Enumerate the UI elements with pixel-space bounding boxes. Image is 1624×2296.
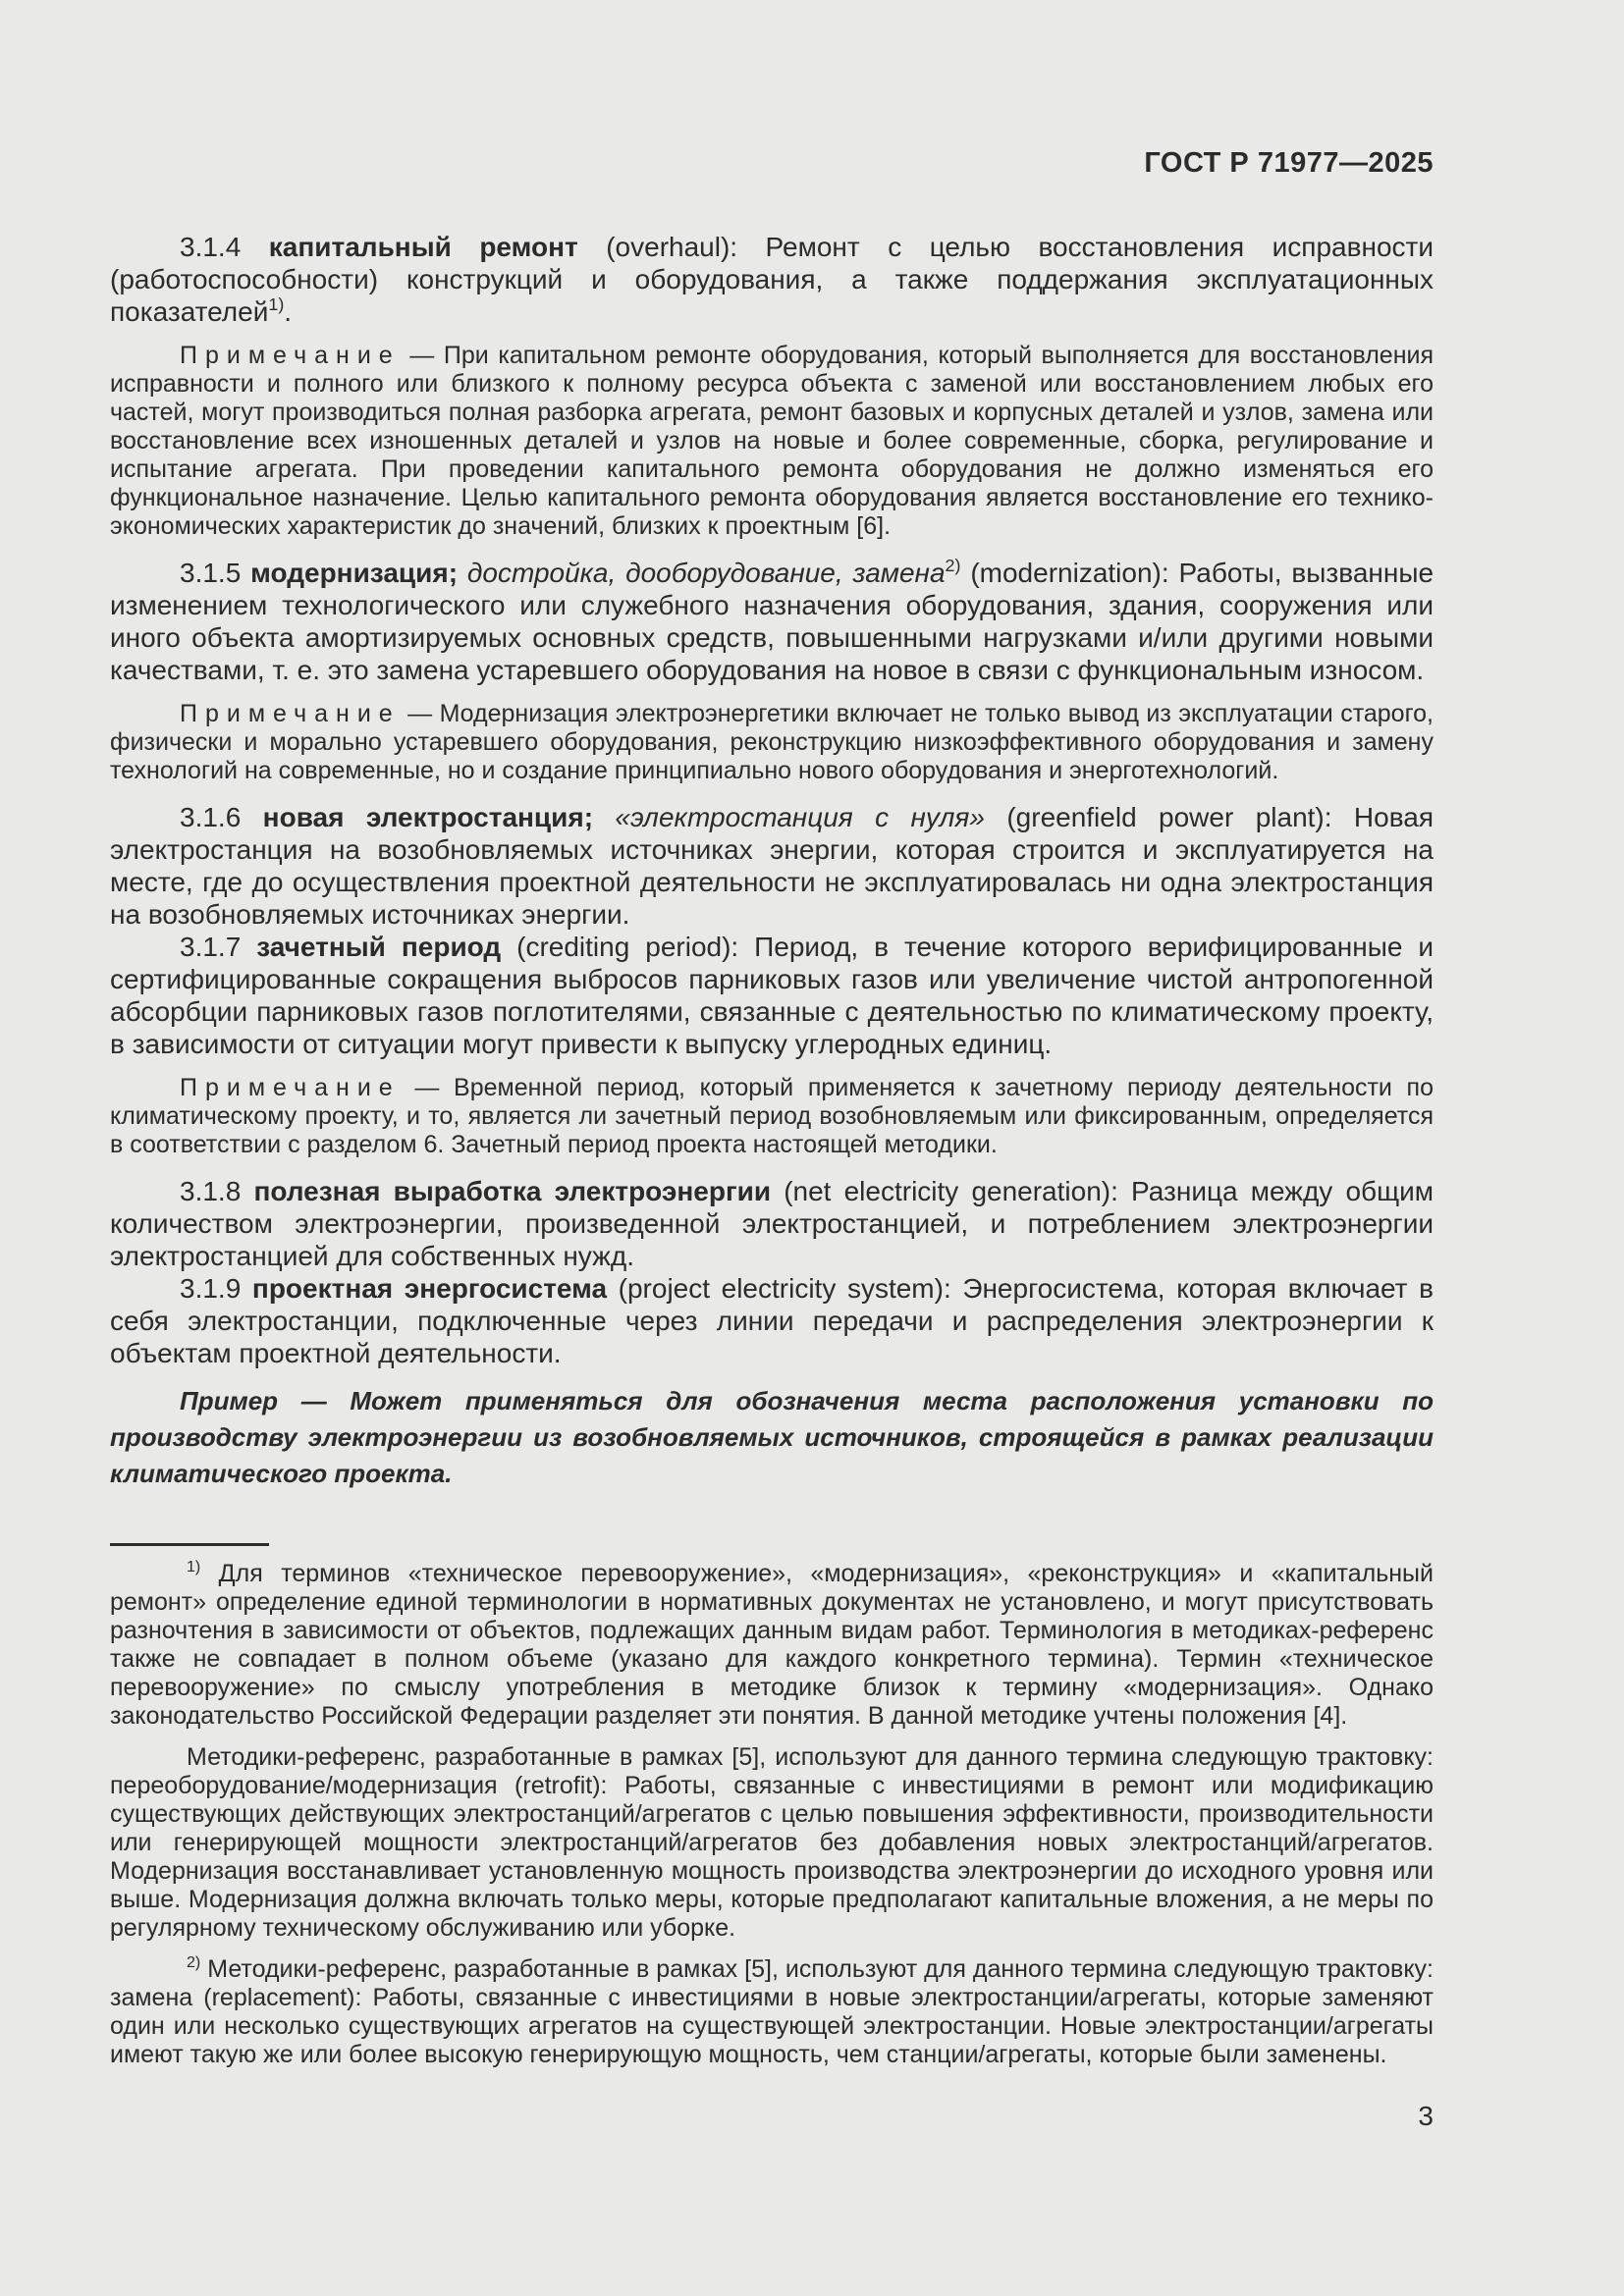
footnote-marker-2: 2) [187,1953,201,1971]
note-text: — Модернизация электроэнергетики включает не только вывод из эксплуатации старого, физически и морально устаревшего оборудования, реконструкцию низкоэффективного оборудования и замену технологий на современные, но и создание принципиально нового оборудования и энерготехнологий. [110,700,1434,784]
note-label: Примечание [180,1074,401,1101]
term-title: проектная энергосистема [251,1273,619,1304]
footnote-text: Методики-референс, разработанные в рамках [5], используют для данного термина следующую трактовку: переоборудование/модернизация (retrofit): Работы, связанные с инвестициями в ремонт или модификацию существующих действующих электростанций/агрегатов с целью повышения эффективности, производительности или генерирующей мощности электростанций/агрегатов без добавления новых электростанций/агрегатов. Модернизация восстанавливает установленную мощность производства электроэнергии до исходного уровня или выше. Модернизация должна включать только меры, которые предполагают капитальные вложения, а не меры по регулярному техническому обслуживанию или уборке. [110,1743,1434,1942]
term-title: новая электростанция; [262,802,616,832]
example-paragraph [110,1383,1434,1492]
note-text: — При капитальном ремонте оборудования, который выполняется для восстановления исправности и полного или близкого к полному ресурса объекта с заменой или восстановлением любых его частей, могут производиться полная разборка агрегата, ремонт базовых и корпусных деталей и узлов, замена или восстановление всех изношенных деталей и узлов на новые и более современные, сборка, регулирование и испытание агрегата. При проведении капитального ремонта оборудования не должно изменяться его функциональное назначение. Целью капитального ремонта оборудования является восстановление его технико-экономических характеристик до значений, близких к проектным [6]. [110,342,1434,540]
term-definition: (project electricity system): Энергосистема, которая включает в себя электростанции, подключенные через линии передачи и распределения электроэнергии к объектам проектной деятельности. [110,1273,1434,1368]
note-text: — Временной период, который применяется к зачетному периоду деятельности по климатическому проекту, и то, является ли зачетный период возобновляемым или фиксированным, определяется в соответствии с разделом 6. Зачетный период проекта настоящей методики. [110,1074,1434,1158]
term-definition: (crediting period): Период, в течение которого верифицированные и сертифицированные сокращения выбросов парниковых газов или увеличение чистой антропогенной абсорбции парниковых газов поглотителями, связанные с деятельностью по климатическому проекту, в зависимости от ситуации могут привести к выпуску углеродных единиц. [110,932,1434,1059]
term-title: полезная выработка электроэнергии [253,1176,785,1206]
footnote-1-continued [110,1743,1434,1943]
term-number: 3.1.8 [180,1176,254,1206]
term-3-1-9 [110,1272,1434,1369]
footnote-1 [110,1560,1434,1731]
note-label: Примечание [180,342,401,369]
footnote-marker-1: 1) [187,1558,201,1575]
footnote-text: Для терминов «техническое перевооружение», «модернизация», «реконструкция» и «капитальный ремонт» определение единой терминологии в нормативных документах не установлено, и могут присутствовать разночтения в зависимости от объектов, подлежащих данным видам работ. Терминология в методиках-референс также не совпадает в полном объеме (указано для каждого конкретного термина). Термин «техническое перевооружение» по смыслу употребления в методике близок к термину «модернизация». Однако законодательство Российской Федерации разделяет эти понятия. В данной методике учтены положения [4]. [110,1560,1434,1730]
term-definition: (net electricity generation): Разница между общим количеством электроэнергии, произведенной электростанцией, и потреблением электроэнергии электростанцией для собственных нужд. [110,1176,1434,1271]
term-title: зачетный период [256,932,517,962]
note-3-1-4 [110,342,1434,541]
term-3-1-7 [110,931,1434,1060]
footnote-ref-2: 2) [945,555,961,575]
term-definition: (modernization): Работы, вызванные изменением технологического или служебного назначения оборудования, здания, сооружения или иного объекта амортизируемых основных средств, повышенными нагрузками и/или другими новыми качествами, т. е. это замена устаревшего оборудования на новое в связи с функциональным износом. [110,558,1435,685]
term-3-1-5 [110,557,1434,686]
term-definition: (overhaul): Ремонт с целью восстановления исправности (работоспособности) конструкций и оборудования, а также поддержания эксплуатационных показателей [110,232,1434,327]
example-text: Пример — Может применяться для обозначения места расположения установки по производству электроэнергии из возобновляемых источников, строящейся в рамках реализации климатического проекта. [110,1386,1434,1488]
note-3-1-5 [110,700,1434,785]
term-3-1-8 [110,1175,1434,1272]
term-number: 3.1.9 [180,1273,252,1304]
term-title: капитальный ремонт [268,232,607,262]
term-3-1-6 [110,801,1434,931]
footnote-2 [110,1955,1434,2069]
term-definition: (greenfield power plant): Новая электростанция на возобновляемых источниках энергии, которая строится и эксплуатируется на месте, где до осуществления проектной деятельности не эксплуатировалась ни одна электростанция на возобновляемых источниках энергии. [110,802,1435,930]
text-block [110,147,1434,2132]
term-synonyms: достройка, дооборудование, замена [466,558,946,588]
term-number: 3.1.4 [180,232,269,262]
document-code: ГОСТ Р 71977—2025 [1144,147,1434,179]
term-definition-tail: . [284,296,293,327]
page-number: 3 [1418,2101,1434,2131]
term-number: 3.1.6 [180,802,263,832]
term-number: 3.1.7 [180,932,257,962]
term-synonyms: «электростанция с нуля» [615,802,1007,832]
footnote-ref-1: 1) [268,294,285,314]
term-title: модернизация; [250,558,467,588]
term-number: 3.1.5 [180,558,251,588]
footnote-text: Методики-референс, разработанные в рамках [5], используют для данного термина следующую трактовку: замена (replacement): Работы, связанные с инвестициями в новые электростанции/агрегаты, которые заменяют один или несколько существующих агрегатов на существующей электростанции. Новые электростанции/агрегаты имеют такую же или более высокую генерирующую мощность, чем станции/агрегаты, которые были заменены. [110,1955,1434,2068]
term-3-1-4 [110,231,1434,328]
note-label: Примечание [180,700,401,727]
footnote-separator [110,1543,269,1546]
note-3-1-7 [110,1074,1434,1159]
